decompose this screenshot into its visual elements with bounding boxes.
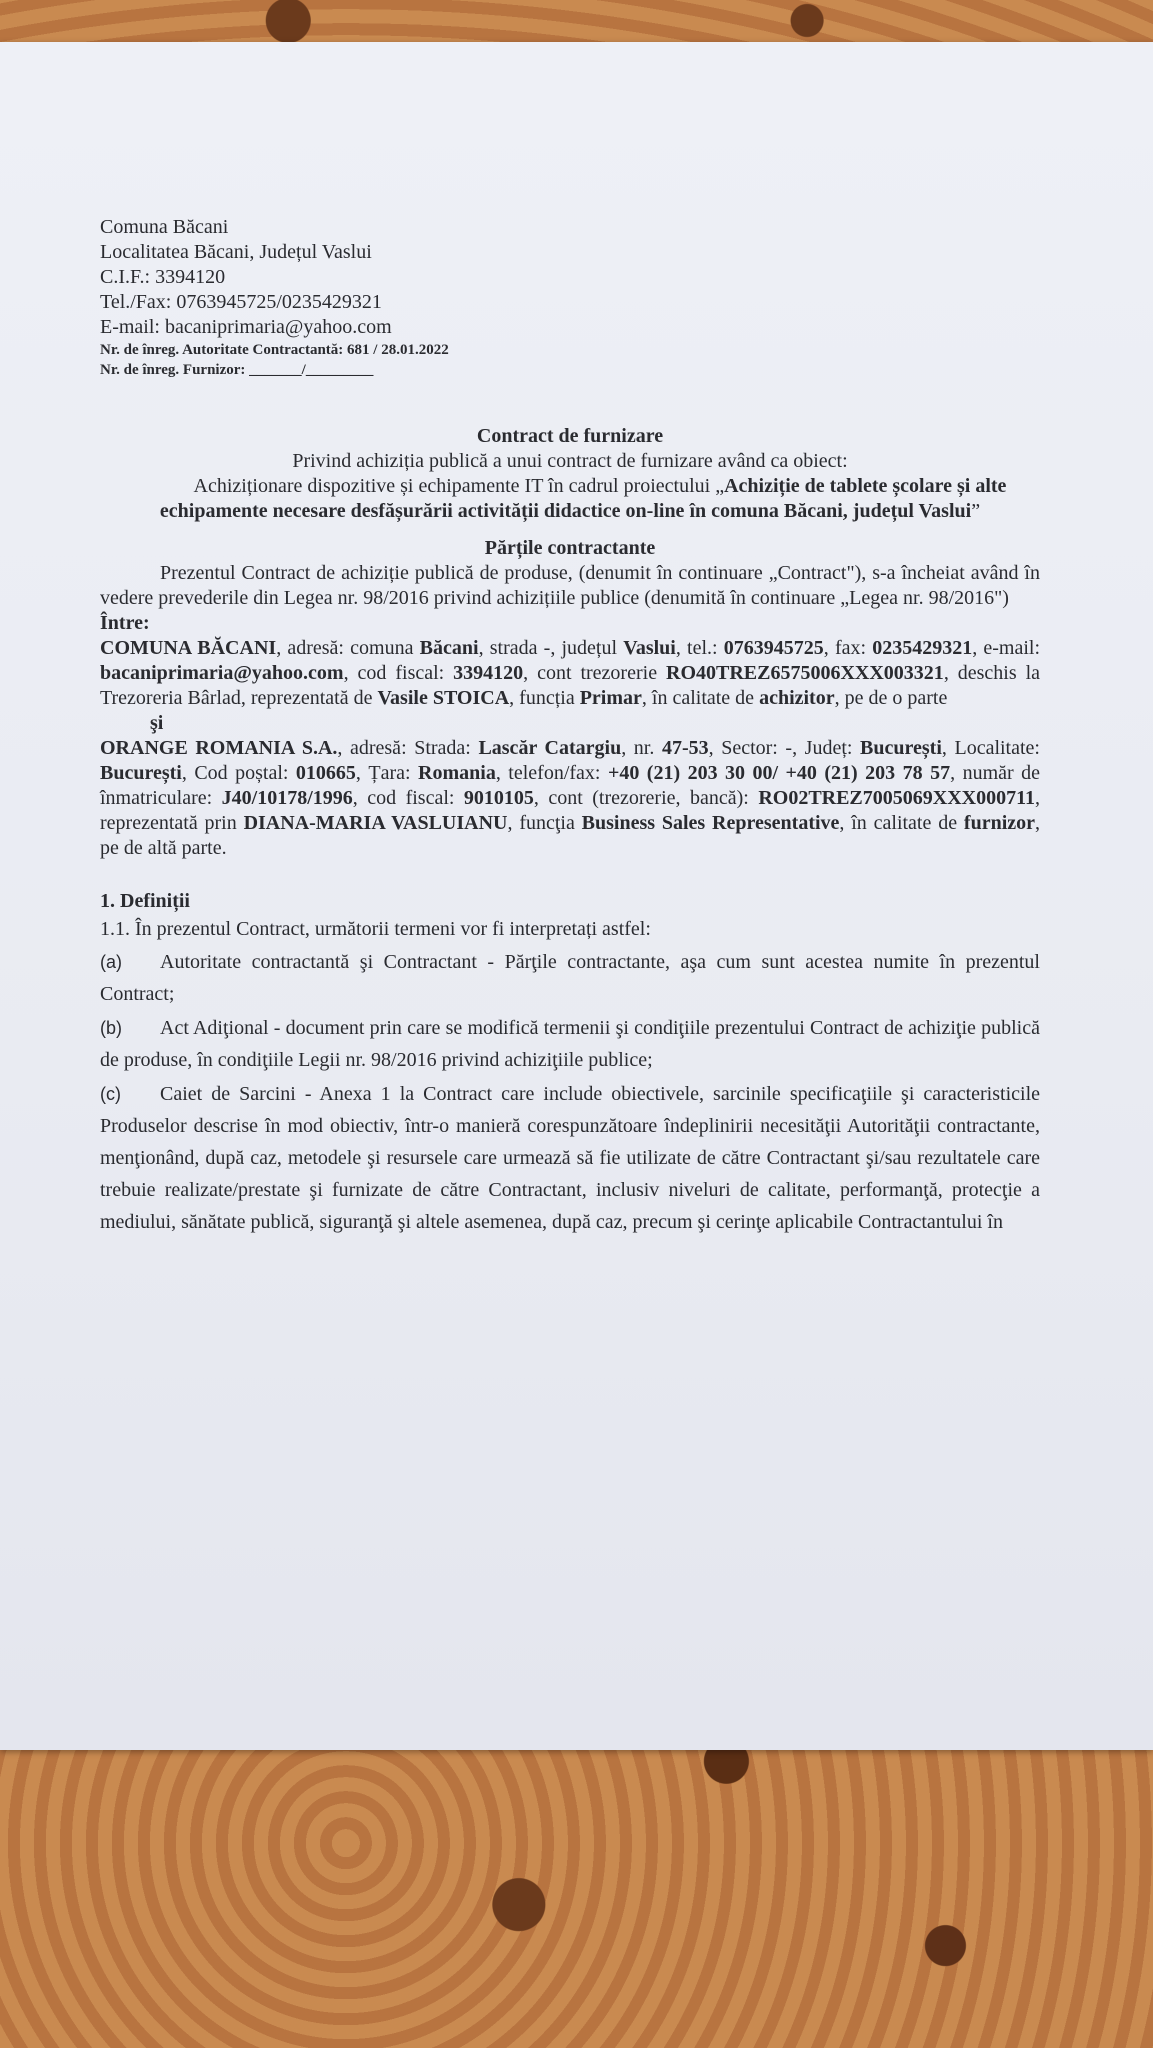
contract-document [100,215,1040,1238]
header-line: Localitatea Băcani, Județul Vaslui [100,241,372,263]
definitions-heading: 1. Definiții [100,890,190,912]
definition-item [100,1078,1040,1238]
definitions-intro: 1.1. În prezentul Contract, următorii termeni vor fi interpretați astfel: [100,918,651,940]
between-label: Între: [100,612,150,634]
supplier-name: ORANGE ROMANIA S.A. [100,737,338,759]
document-header [100,215,1040,380]
title-block [100,424,1040,524]
subject-suffix: ” [971,500,981,522]
definition-label: (b) [100,1018,122,1038]
definitions-section [100,889,1040,1238]
buyer-name: COMUNA BĂCANI [100,637,277,659]
header-line: Tel./Fax: 0763945725/0235429321 [100,291,382,313]
definition-item [100,946,1040,1010]
definition-text: Autoritate contractantă şi Contractant - Părţile contractante, aşa cum sunt acestea numite în prezentul Contract; [100,951,1040,1005]
definition-label: (c) [100,1084,121,1104]
definition-item [100,1012,1040,1076]
party-buyer: COMUNA BĂCANI, adresă: comuna Băcani, strada -, județul Vaslui, tel.: 0763945725, fax: 0235429321, e-mail: bacaniprimaria@yahoo.com, cod fiscal: 3394120, cont trezorerie RO40TREZ6575006XXX003321, deschis la Trezoreria Bârlad, reprezentată de Vasile STOICA, funcția Primar, în calitate de achizitor, pe de o parte [100,637,1041,709]
contract-subject [100,474,1040,524]
and-conjunction: şi [150,712,164,734]
subject-title: Achiziție de tablete școlare și alte echipamente necesare desfășurării activității didactice on-line în comuna Băcani, județul Vaslui [159,475,1007,522]
document-title: Contract de furnizare [476,425,664,447]
registration-supplier: Nr. de înreg. Furnizor: _______/_________ [100,362,374,378]
definition-text: Act Adiţional - document prin care se modifică termenii şi condiţiile prezentului Contract de achiziţie publică de produse, în condiţiile Legii nr. 98/2016 privind achiziţiile publice; [100,1017,1040,1071]
header-line: Comuna Băcani [100,216,229,238]
parties-heading: Părțile contractante [484,537,656,559]
header-line: C.I.F.: 3394120 [100,266,226,288]
party-supplier: ORANGE ROMANIA S.A., adresă: Strada: Lascăr Catargiu, nr. 47-53, Sector: -, Județ: București, Localitate: București, Cod poștal: 010665, Țara: Romania, telefon/fax: +40 (21) 203 30 00/ +40 (21) 203 78 57, număr de înmatriculare: J40/10178/1996, cod fiscal: 9010105, cont (trezorerie, bancă): RO02TREZ7005069XXX000711, reprezentată prin DIANA-MARIA VASLUIANU, funcţia Business Sales Representative, în calitate de furnizor, pe de altă parte. [100,737,1041,859]
header-line: E-mail: bacaniprimaria@yahoo.com [100,316,392,338]
definition-text: Caiet de Sarcini - Anexa 1 la Contract care include obiectivele, sarcinile specificaţiile şi caracteristicile Produselor descrise în mod obiectiv, într-o manieră corespunzătoare îndeplinirii necesităţii Autorităţii contractante, menţionând, după caz, metodele şi resursele care urmează să fie utilizate de către Contractant şi/sau rezultatele care trebuie realizate/prestate şi furnizate de către Contractant, inclusiv niveluri de calitate, performanţă, protecţie a mediului, sănătate publică, siguranţă şi altele asemenea, după caz, precum şi cerinţe aplicabile Contractantului în [100,1083,1040,1233]
subject-prefix: Achiziționare dispozitive și echipamente IT în cadrul proiectului „ [193,475,725,497]
definition-label: (a) [100,952,122,972]
parties-intro: Prezentul Contract de achiziție publică de produse, (denumit în continuare „Contract"), s-a încheiat având în vedere prevederile din Legea nr. 98/2016 privind achizițiile publice (denumită în continuare „Legea nr. 98/2016") [100,562,1040,609]
parties-section [100,536,1040,861]
registration-authority: Nr. de înreg. Autoritate Contractantă: 681 / 28.01.2022 [100,342,449,358]
document-subtitle: Privind achiziția publică a unui contract de furnizare având ca obiect: [292,450,848,472]
